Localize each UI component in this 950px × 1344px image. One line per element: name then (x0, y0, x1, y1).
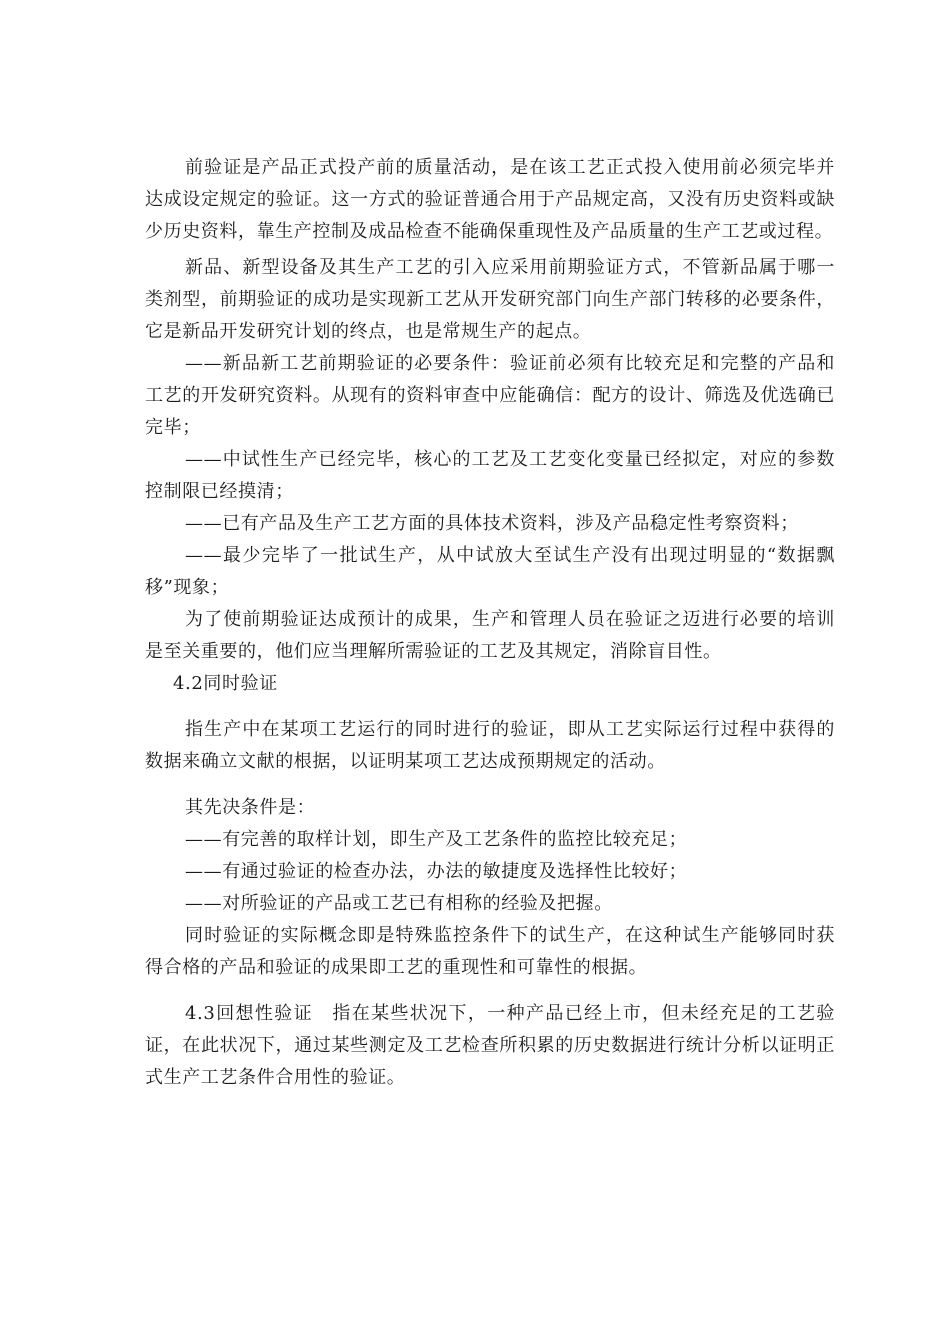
paragraph-condition-2: ——中试性生产已经完毕，核心的工艺及工艺变化变量已经拟定，对应的参数控制限已经摸清； (145, 449, 835, 502)
paragraph-prerequisites: 其先决条件是： (185, 797, 316, 818)
paragraph-new-product: 新品、新型设备及其生产工艺的引入应采用前期验证方式，不管新品属于哪一类剂型，前期验证的成功是实现新工艺从开发研究部门向生产部门转移的必要条件，它是新品开发研究计划的终点，也是常规生产的起点。 (145, 257, 835, 342)
paragraph-prerequisite-1: ——有完善的取样计划，即生产及工艺条件的监控比较充足； (185, 829, 688, 850)
paragraph-prospective-validation: 前验证是产品正式投产前的质量活动，是在该工艺正式投入使用前必须完毕并达成设定规定的验证。这一方式的验证普通合用于产品规定高，又没有历史资料或缺少历史资料，靠生产控制及成品检查不能确保重现性及产品质量的生产工艺或过程。 (145, 157, 835, 242)
section-heading-4-2: 4.2同时验证 (173, 673, 278, 694)
paragraph-condition-1: ——新品新工艺前期验证的必要条件：验证前必须有比较充足和完整的产品和工艺的开发研究资料。从现有的资料审查中应能确信：配方的设计、筛选及优选确已完毕； (145, 353, 835, 438)
document-body (145, 152, 835, 1094)
paragraph-prerequisite-3: ——对所验证的产品或工艺已有相称的经验及把握。 (185, 893, 613, 914)
paragraph-retrospective-validation: 4.3回想性验证 指在某些状况下，一种产品已经上市，但未经充足的工艺验证，在此状况下，通过某些测定及工艺检查所积累的历史数据进行统计分析以证明正式生产工艺条件合用性的验证。 (145, 1003, 835, 1088)
paragraph-concurrent-validation: 指生产中在某项工艺运行的同时进行的验证，即从工艺实际运行过程中获得的数据来确立文献的根据，以证明某项工艺达成预期规定的活动。 (145, 719, 835, 772)
paragraph-condition-4: ——最少完毕了一批试生产，从中试放大至试生产没有出现过明显的“数据飘移”现象； (145, 545, 835, 598)
paragraph-training: 为了使前期验证达成预计的成果，生产和管理人员在验证之迈进行必要的培训是至关重要的，他们应当理解所需验证的工艺及其规定，消除盲目性。 (145, 609, 835, 662)
paragraph-concurrent-concept: 同时验证的实际概念即是特殊监控条件下的试生产，在这种试生产能够同时获得合格的产品和验证的成果即工艺的重现性和可靠性的根据。 (145, 925, 835, 978)
paragraph-condition-3: ——已有产品及生产工艺方面的具体技术资料，涉及产品稳定性考察资料； (185, 513, 799, 534)
paragraph-prerequisite-2: ——有通过验证的检查办法，办法的敏捷度及选择性比较好； (185, 861, 688, 882)
